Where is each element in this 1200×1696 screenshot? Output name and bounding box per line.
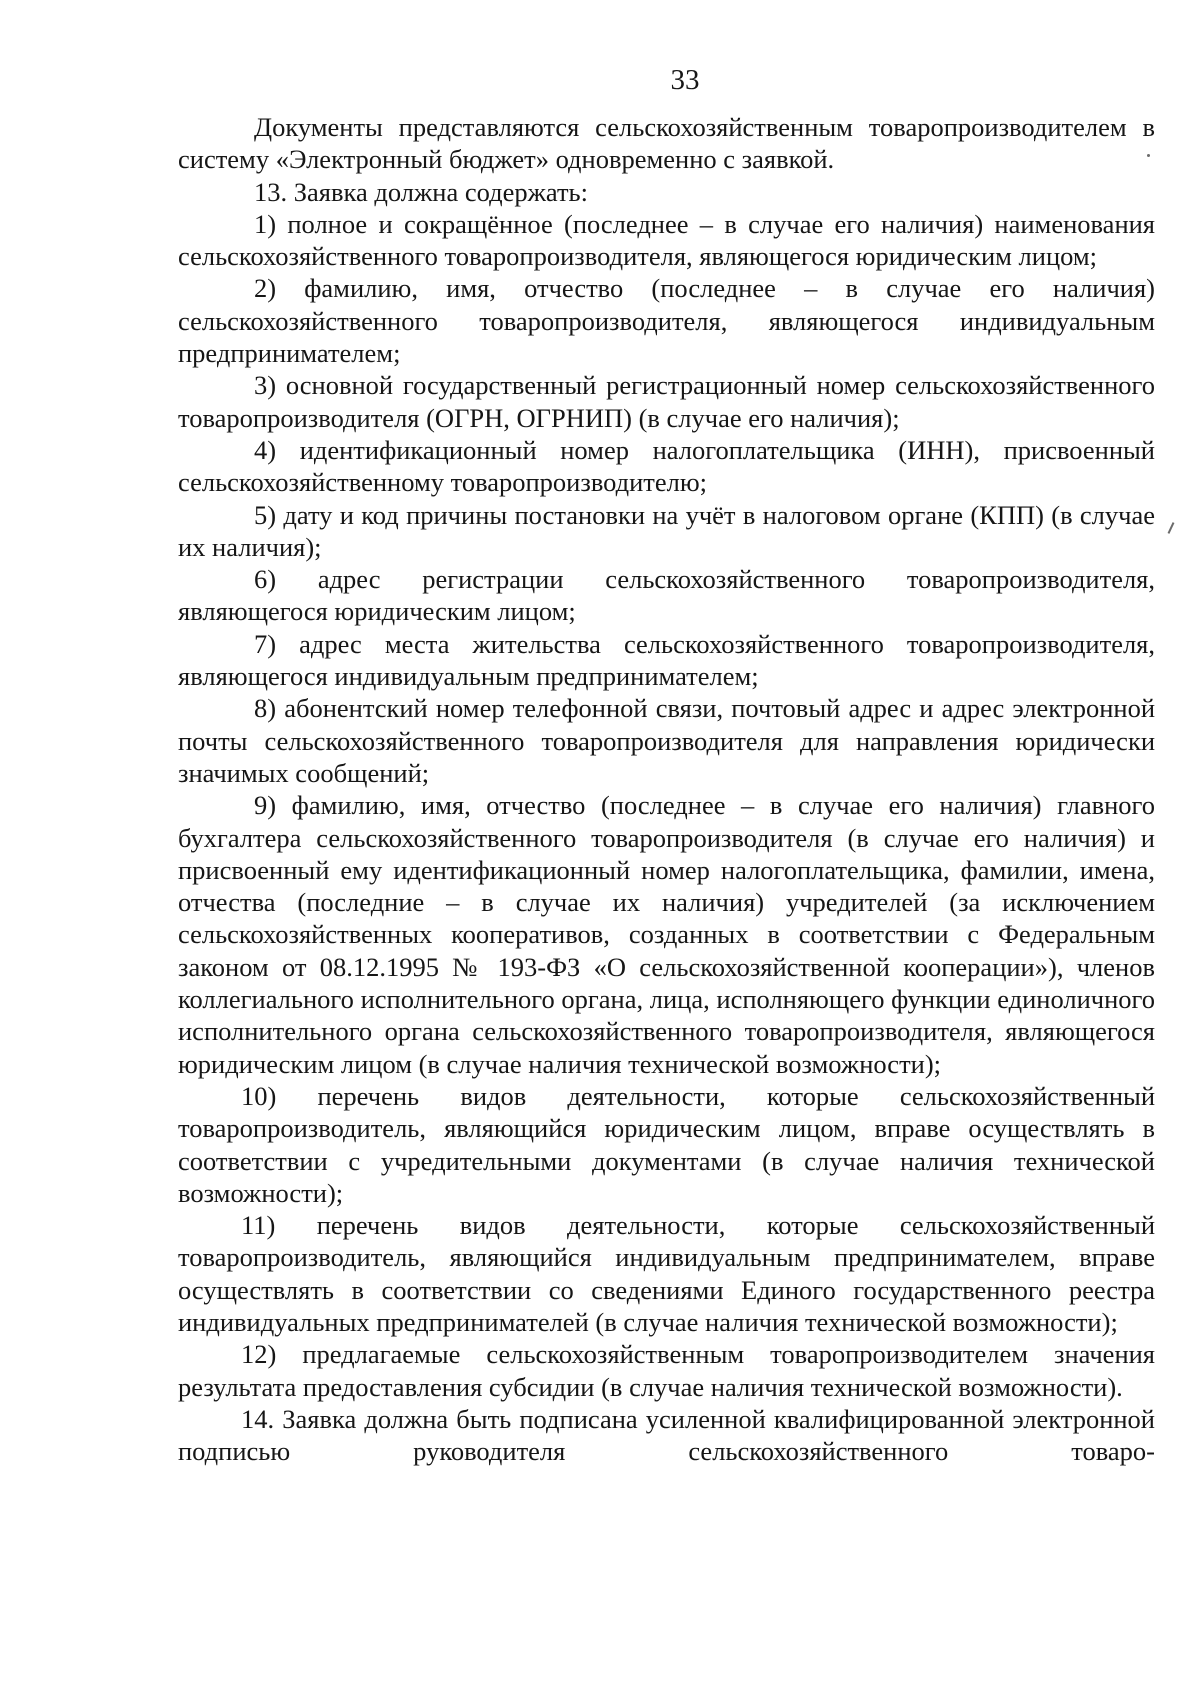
list-item-2: 2) фамилию, имя, отчество (последнее – в случае его наличия) сельскохозяйственного товаропроизводителя, являющегося индивидуальным предпринимателем; [178,273,1155,369]
page-number: 33 [670,64,700,96]
list-item-3: 3) основной государственный регистрационный номер сельскохозяйственного товаропроизводителя (ОГРН, ОГРНИП) (в случае его наличия); [178,370,1155,433]
list-item-1: 1) полное и сокращённое (последнее – в случае его наличия) наименования сельскохозяйственного товаропроизводителя, являющегося юридическим лицом; [178,208,1155,272]
document-body [178,111,1155,1467]
scan-mark [1168,522,1175,534]
list-item-10: 10) перечень видов деятельности, которые сельскохозяйственный товаропроизводитель, являющийся юридическим лицом, вправе осуществлять в соответствии с учредительными документами (в случае наличия технической возможности); [178,1080,1155,1208]
list-item-11: 11) перечень видов деятельности, которые сельскохозяйственный товаропроизводитель, являющийся индивидуальным предпринимателем, вправе осуществлять в соответствии со сведениями Единого государственного реестра индивидуальных предпринимателей (в случае наличия технической возможности); [178,1210,1155,1337]
paragraph-14: 14. Заявка должна быть подписана усиленной квалифицированной электронной подписью руководителя сельскохозяйственного товаро- [178,1403,1155,1467]
list-item-5: 5) дату и код причины постановки на учёт в налоговом органе (КПП) (в случае их наличия); [178,499,1155,562]
list-item-12: 12) предлагаемые сельскохозяйственным товаропроизводителем значения результата предоставления субсидии (в случае наличия технической возможности). [178,1339,1155,1402]
list-item-9: 9) фамилию, имя, отчество (последнее – в случае его наличия) главного бухгалтера сельскохозяйственного товаропроизводителя (в случае его наличия) и присвоенный ему идентификационный номер налогоплательщика, фамилии, имена, отчества (последние – в случае их наличия) учредителей (за исключением сельскохозяйственных кооперативов, созданных в соответствии с Федеральным законом от 08.12.1995 № 193-ФЗ «О сельскохозяйственной кооперации»), членов коллегиального исполнительного органа, лица, исполняющего функции единоличного исполнительного органа сельскохозяйственного товаропроизводителя, являющегося юридическим лицом (в случае наличия технической возможности); [178,790,1155,1079]
list-item-8: 8) абонентский номер телефонной связи, почтовый адрес и адрес электронной почты сельскохозяйственного товаропроизводителя для направления юридически значимых сообщений; [178,693,1155,788]
list-item-7: 7) адрес места жительства сельскохозяйственного товаропроизводителя, являющегося индивидуальным предпринимателем; [178,628,1155,692]
paragraph-documents-submission: Документы представляются сельскохозяйственным товаропроизводителем в систему «Электронный бюджет» одновременно с заявкой. [178,112,1155,175]
list-item-4: 4) идентификационный номер налогоплательщика (ИНН), присвоенный сельскохозяйственному товаропроизводителю; [178,434,1155,498]
paragraph-13-heading: 13. Заявка должна содержать: [254,176,588,207]
list-item-6: 6) адрес регистрации сельскохозяйственного товаропроизводителя, являющегося юридическим лицом; [178,564,1155,627]
